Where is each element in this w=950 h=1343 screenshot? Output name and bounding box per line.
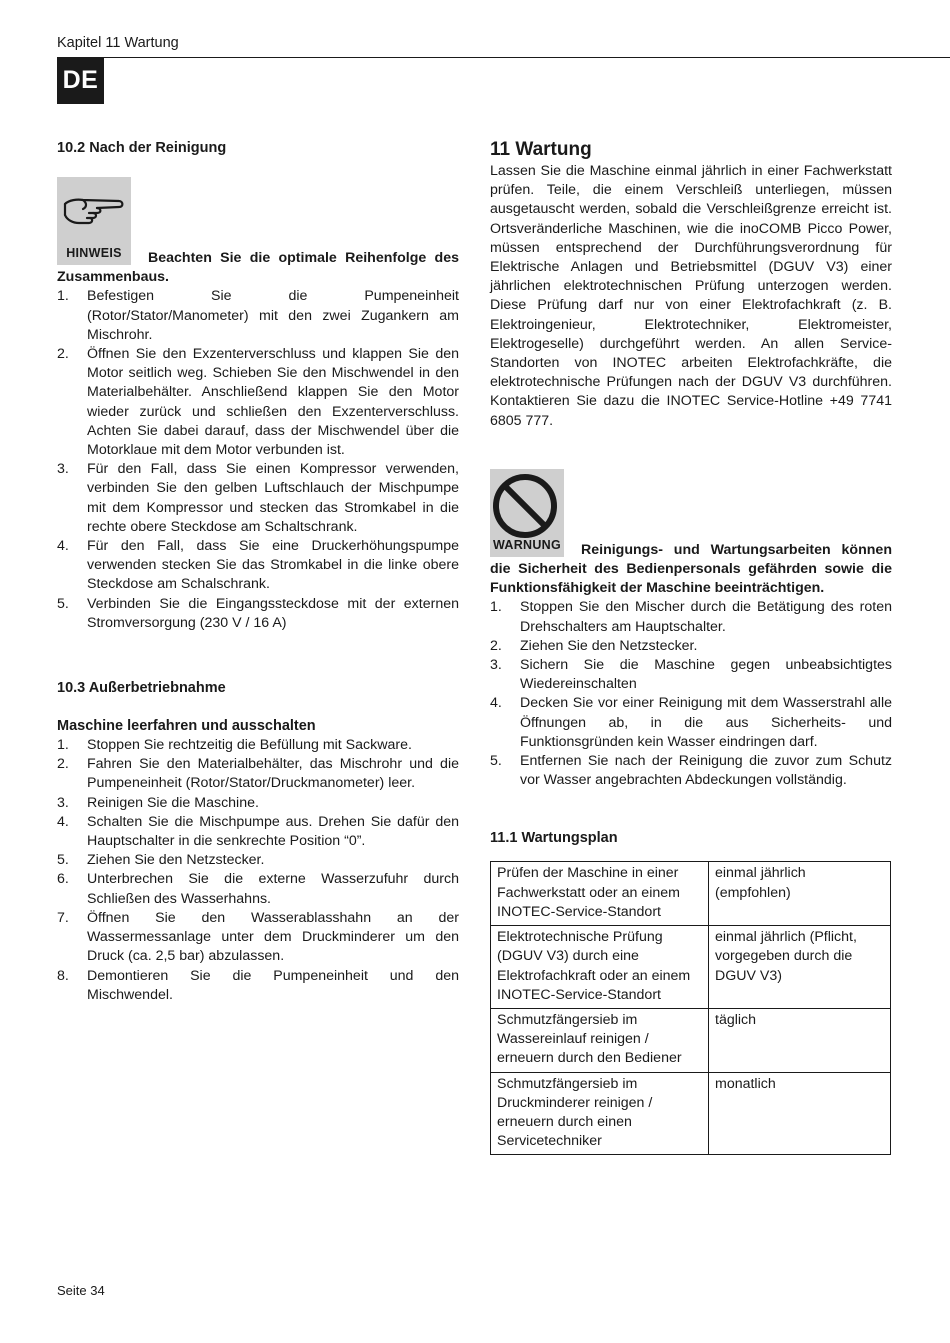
table-cell-task: Schmutzfängersieb im Wassereinlauf reinigen / erneuern durch den Bediener <box>491 1008 709 1072</box>
list-item: 2. Ziehen Sie den Netzstecker. <box>490 637 698 654</box>
section-title-10-3: 10.3 Außerbetriebnahme <box>57 680 226 697</box>
safety-steps <box>490 598 892 790</box>
list-item: 4. Decken Sie vor einer Reinigung mit dem Wasserstrahl alle Öffnungen ab, in die aus Sicherheits- und Funktionsgründen kein Wasser eindringen darf. <box>490 695 892 750</box>
table-row <box>491 862 891 926</box>
page-number: Seite 34 <box>57 1283 105 1298</box>
table-row <box>491 1072 891 1155</box>
assembly-steps <box>57 287 459 633</box>
prohibition-icon <box>490 469 564 539</box>
warning-text: Reinigungs- und Wartungsarbeiten können die Sicherheit des Bedienpersonals gefährden sowie die Funktionsfähigkeit der Maschine beeinträchtigen. <box>490 541 892 597</box>
hint-text: Beachten Sie die optimale Reihenfolge des Zusammenbaus. <box>57 250 459 286</box>
pointing-hand-icon <box>57 177 131 247</box>
list-item: 5. Entfernen Sie nach der Reinigung die zuvor zum Schutz vor Wasser angebrachten Abdeckungen vollständig. <box>490 753 892 789</box>
list-item: 5. Verbinden Sie die Eingangssteckdose mit der externen Stromversorgung (230 V / 16 A) <box>57 595 459 631</box>
list-item: 1. Befestigen Sie die Pumpeneinheit (Rotor/Stator/Manometer) mit den zwei Zugankern am Mischrohr. <box>57 288 459 343</box>
right-column <box>490 138 892 1155</box>
table-cell-task: Prüfen der Maschine in einer Fachwerkstatt oder an einem INOTEC-Service-Standort <box>491 862 709 926</box>
list-item: 2. Fahren Sie den Materialbehälter, das Mischrohr und die Pumpeneinheit (Rotor/Stator/Druckmanometer) leer. <box>57 756 459 792</box>
maintenance-intro: Lassen Sie die Maschine einmal jährlich in einer Fachwerkstatt prüfen. Teile, die einem Verschleiß unterliegen, müssen ausgetauscht werden, sobald die Verschleißgrenze erreicht ist. Ortsveränderliche Maschinen, wie die inoCOMB Picco Power, müssen entsprechend der Durchführungsverordnung für Elektrische Anlagen und Betriebsmittel (DGUV V3) einer jährlichen elektrotechnischen Prüfung unterzogen werden. Diese Prüfung darf nur von einer Elektrofachkraft (z. B. Elektroingenieur, Elektrotechniker, Elektromeister, Elektrogeselle) durchgeführt werden. An allen Service-Standorten von INOTEC arbeiten Elektrofachkräfte, die elektrotechnische Prüfungen nach der DGUV V3 durchführen. Kontaktieren Sie dazu die INOTEC Service-Hotline +49 7741 6805 777. <box>490 163 892 429</box>
table-cell-task: Elektrotechnische Prüfung (DGUV V3) durch eine Elektrofachkraft oder an einem INOTEC-Service-Standort <box>491 926 709 1009</box>
header-rule <box>57 57 950 58</box>
list-item: 3. Sichern Sie die Maschine gegen unbeabsichtigtes Wiedereinschalten <box>490 657 892 693</box>
list-item: 1. Stoppen Sie den Mischer durch die Betätigung des roten Drehschalters am Hauptschalter. <box>490 599 892 635</box>
language-badge: DE <box>57 57 104 104</box>
list-item: 2. Öffnen Sie den Exzenterverschluss und klappen Sie den Motor seitlich weg. Schieben Sie den Mischwendel in den Materialbehälter. Anschließend klappen Sie den Motor wieder zurück und schließen den Exzenterverschluss. Achten Sie dabei darauf, dass der Mischwendel über die Motorklaue mit dem Motor verbunden ist. <box>57 346 459 459</box>
warning-icon-box <box>490 469 564 557</box>
list-item: 4. Schalten Sie die Mischpumpe aus. Drehen Sie dafür den Hauptschalter in die senkrechte Position “0”. <box>57 813 459 850</box>
subsection-title: Maschine leerfahren und ausschalten <box>57 718 316 735</box>
section-title-10-2: 10.2 Nach der Reinigung <box>57 140 227 156</box>
list-item: 6. Unterbrechen Sie die externe Wasserzufuhr durch Schließen des Wasserhahns. <box>57 871 459 907</box>
table-cell-interval: täglich <box>709 1008 891 1072</box>
list-item: 7. Öffnen Sie den Wasserablasshahn an der Wassermessanlage unter dem Druckminderer um den Druck (ca. 2,5 bar) abzulassen. <box>57 909 459 965</box>
hint-tag: HINWEIS <box>66 245 122 260</box>
list-item: 8. Demontieren Sie die Pumpeneinheit und den Mischwendel. <box>57 967 459 1003</box>
section-title-11-1: 11.1 Wartungsplan <box>490 830 618 847</box>
warning-tag: WARNUNG <box>492 537 562 552</box>
table-cell-interval: einmal jährlich (empfohlen) <box>709 862 891 926</box>
table-row <box>491 926 891 1009</box>
hint-notice <box>57 177 459 265</box>
maintenance-plan-table <box>490 861 891 1155</box>
table-row <box>491 1008 891 1072</box>
hint-icon-box <box>57 177 131 265</box>
list-item: 5. Ziehen Sie den Netzstecker. <box>57 852 265 869</box>
list-item: 4. Für den Fall, dass Sie eine Druckerhöhungspumpe verwenden stecken Sie das Stromkabel in die linke obere Steckdose am Schalschrank. <box>57 538 459 593</box>
table-cell-interval: monatlich <box>709 1072 891 1155</box>
warning-notice <box>490 469 892 557</box>
table-cell-task: Schmutzfängersieb im Druckminderer reinigen / erneuern durch einen Servicetechniker <box>491 1072 709 1155</box>
list-item: 3. Reinigen Sie die Maschine. <box>57 794 259 811</box>
list-item: 1. Stoppen Sie rechtzeitig die Befüllung mit Sackware. <box>57 737 412 754</box>
table-cell-interval: einmal jährlich (Pflicht, vorgegeben durch die DGUV V3) <box>709 926 891 1009</box>
chapter-header: Kapitel 11 Wartung <box>57 35 179 51</box>
shutdown-steps <box>57 736 459 1005</box>
chapter-title-11: 11 Wartung <box>490 139 592 160</box>
list-item: 3. Für den Fall, dass Sie einen Kompressor verwenden, verbinden Sie den gelben Luftschlauch der Mischpumpe mit dem Kompressor und stecken das Stromkabel in die rechte obere Steckdose am Schaltschrank. <box>57 461 459 535</box>
left-column <box>57 138 459 1005</box>
